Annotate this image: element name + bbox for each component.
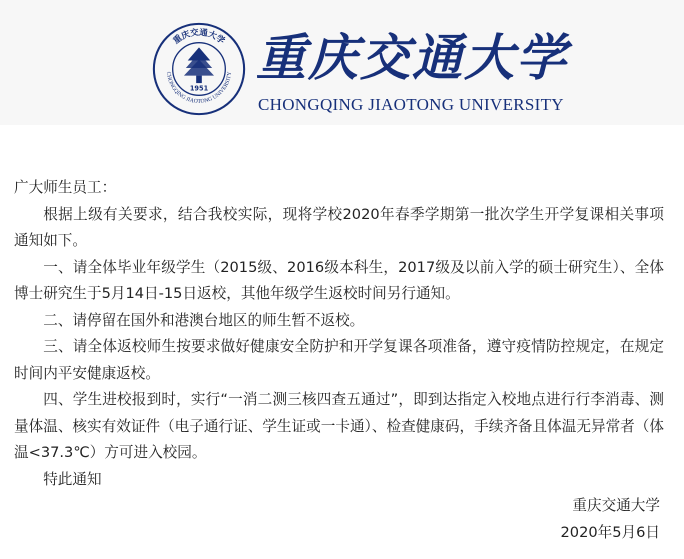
notice-body <box>14 175 664 546</box>
svg-text:重庆交通大学: 重庆交通大学 <box>171 26 227 46</box>
seal-year: 1951 <box>189 84 209 93</box>
svg-text:CHONGQING JIAOTONG UNIVERSITY: CHONGQING JIAOTONG UNIVERSITY <box>165 71 234 105</box>
notice-signature: 重庆交通大学 <box>572 497 660 514</box>
header-banner <box>0 0 684 125</box>
university-logo-subtitle: CHONGQING JIAOTONG UNIVERSITY <box>258 95 564 114</box>
notice-paragraph-1: 一、请全体毕业年级学生（2015级、2016级本科生，2017级及以前入学的硕士研究生）、全体博士研究生于5月14日-15日返校，其他年级学生返校时间另行通知。 <box>14 258 664 302</box>
notice-greeting: 广大师生员工： <box>14 179 117 196</box>
notice-paragraph-3: 三、请全体返校师生按要求做好健康安全防护和开学复课各项准备，遵守疫情防控规定，在规定时间内平安健康返校。 <box>14 338 664 382</box>
notice-paragraph-intro: 根据上级有关要求，结合我校实际，现将学校2020年春季学期第一批次学生开学复课相关事项通知如下。 <box>14 205 664 249</box>
notice-paragraph-4: 四、学生进校报到时，实行“一消二测三核四查五通过”，即到达指定入校地点进行行李消毒、测量体温、核实有效证件（电子通行证、学生证或一卡通）、检查健康码，手续齐备且体温无异常者（体温<37.3℃）方可进入校园。 <box>14 391 664 461</box>
university-logo-name: 重庆交通大学 <box>256 28 568 87</box>
notice-date: 2020年5月6日 <box>560 523 660 541</box>
notice-closing: 特此通知 <box>43 470 102 488</box>
notice-paragraph-2: 二、请停留在国外和港澳台地区的师生暂不返校。 <box>43 311 365 329</box>
university-seal-icon <box>152 22 246 116</box>
